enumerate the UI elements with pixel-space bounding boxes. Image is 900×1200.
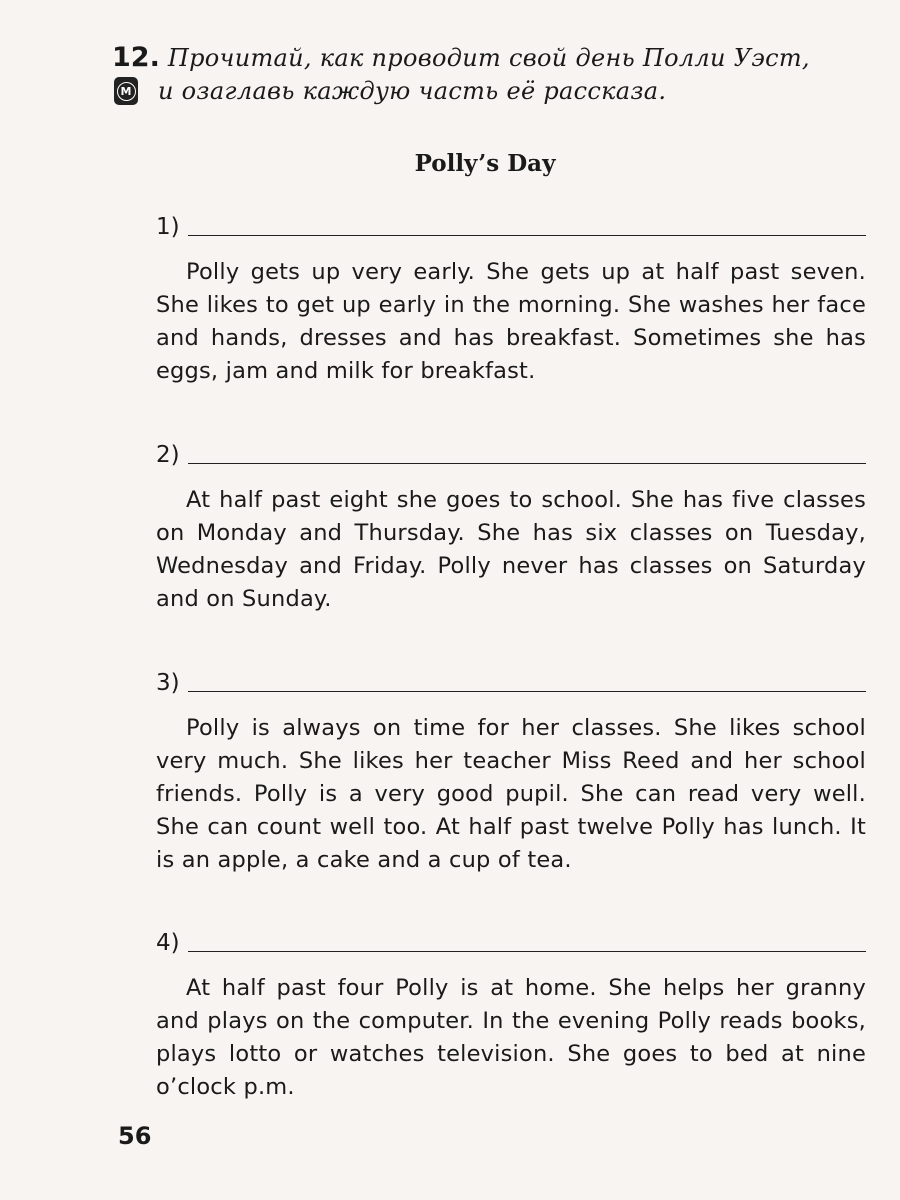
story-section-2: [156, 438, 866, 616]
task-number: 12.: [112, 42, 160, 73]
section-text: At half past four Polly is at home. She helps her granny and plays on the computer. In the evening Polly reads books, plays lotto or watches television. She goes to bed at nine o’clock p.m.: [156, 975, 866, 1100]
section-number: 1): [156, 214, 180, 240]
page-number: 56: [118, 1122, 152, 1150]
story-section-1: [156, 210, 866, 388]
answer-line[interactable]: [188, 215, 866, 236]
story-section-4: [156, 926, 866, 1104]
task-line-1: [112, 42, 872, 73]
section-number: 4): [156, 930, 180, 956]
answer-line[interactable]: [188, 443, 866, 464]
task-header: [112, 42, 872, 105]
answer-line[interactable]: [188, 931, 866, 952]
task-line-2: [112, 77, 872, 105]
section-text: Polly is always on time for her classes. She likes school very much. She likes her teacher Miss Reed and her school friends. Polly is a very good pupil. She can read very well. She can count well too. At half past twelve Polly has lunch. It is an apple, a cake and a cup of tea.: [156, 715, 866, 873]
section-number: 2): [156, 442, 180, 468]
answer-line[interactable]: [188, 671, 866, 692]
story-section-3: [156, 666, 866, 877]
section-text: Polly gets up very early. She gets up at half past seven. She likes to get up early in the morning. She washes her face and hands, dresses and has breakfast. Sometimes she has eggs, jam and milk for breakfast.: [156, 259, 866, 384]
story-title: Polly’s Day: [414, 150, 556, 177]
task-instruction-line-1: Прочитай, как проводит свой день Полли Уэст,: [167, 44, 810, 72]
section-text: At half past eight she goes to school. She has five classes on Monday and Thursday. She has six classes on Tuesday, Wednesday and Friday. Polly never has classes on Saturday and on Sunday.: [156, 487, 866, 612]
m-badge-icon: М: [114, 77, 138, 105]
task-instruction-line-2: и озаглавь каждую часть её рассказа.: [158, 77, 667, 105]
section-number: 3): [156, 670, 180, 696]
